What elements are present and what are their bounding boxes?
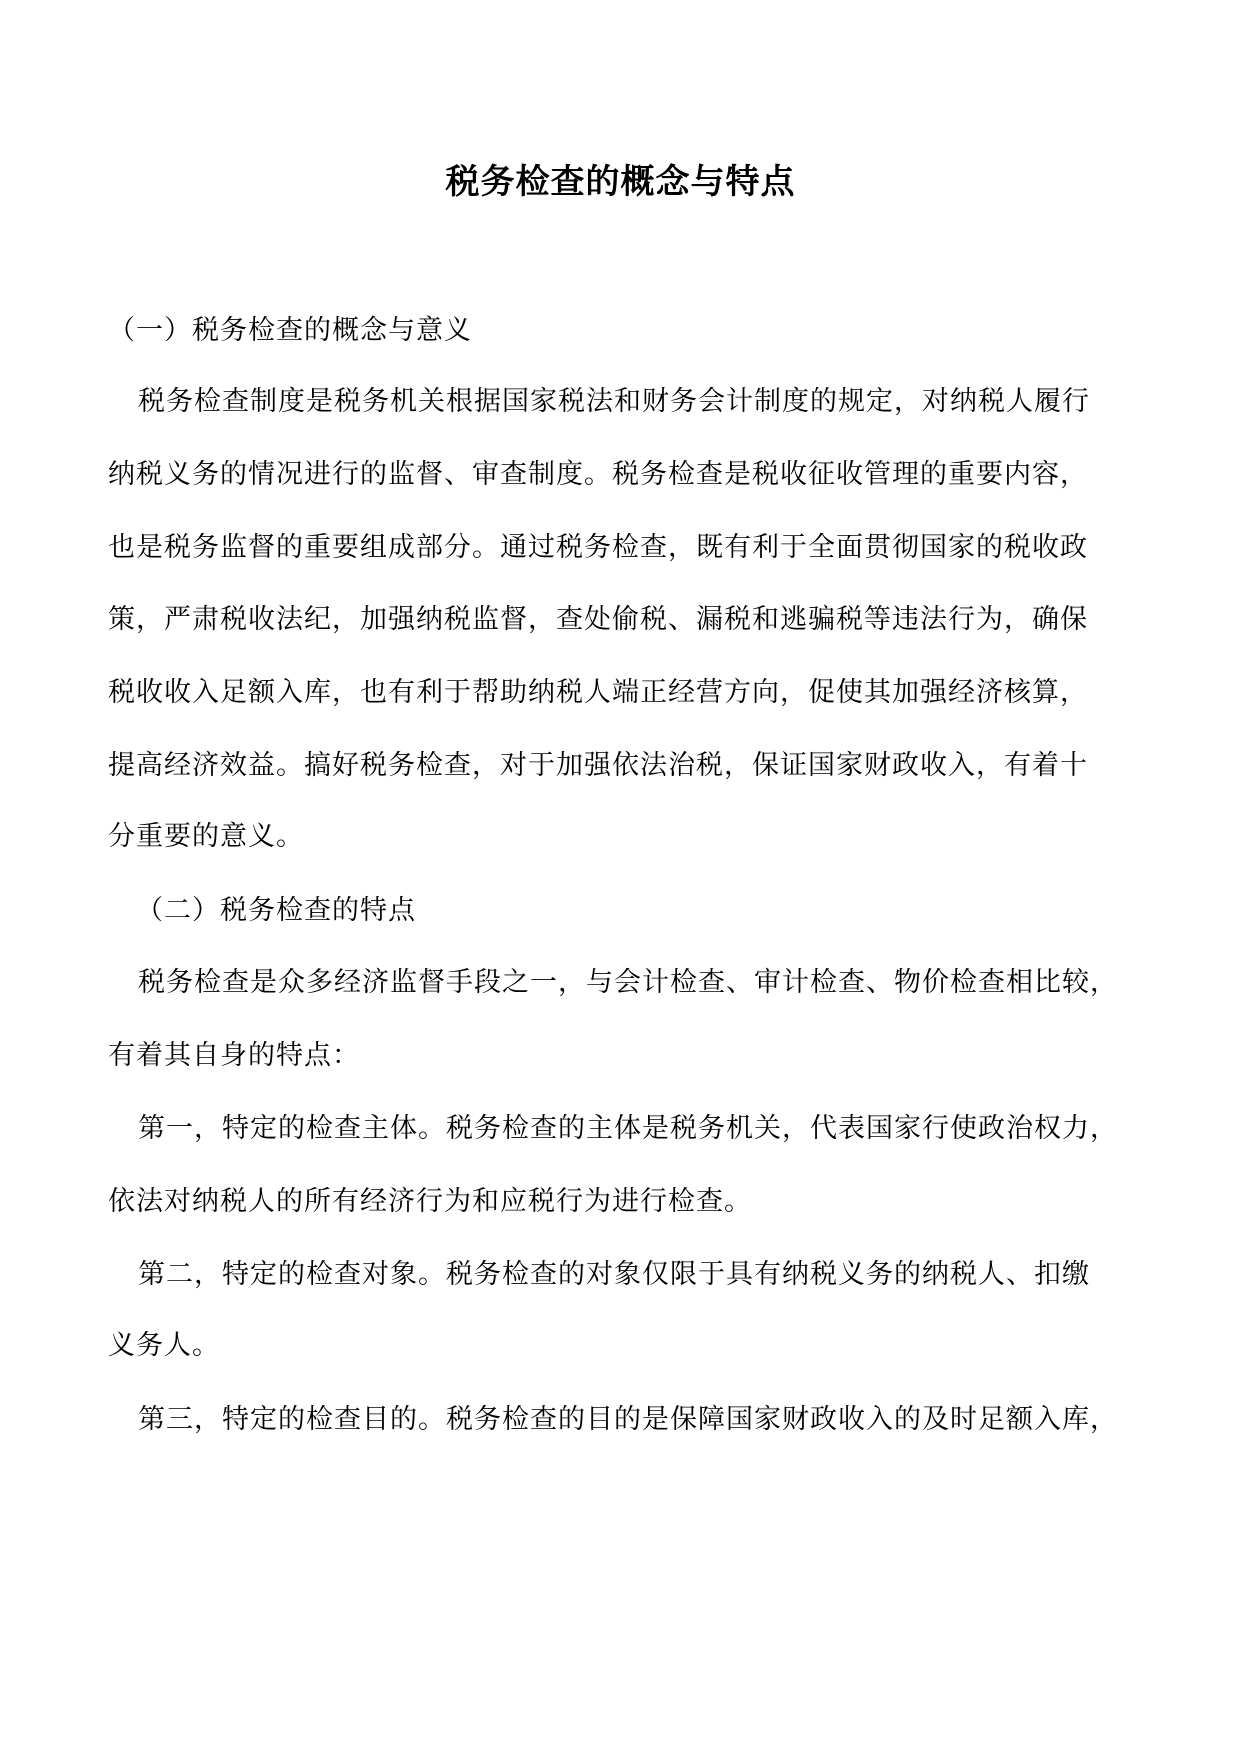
paragraph-line: 提高经济效益。搞好税务检查，对于加强依法治税，保证国家财政收入，有着十 bbox=[108, 750, 1088, 781]
paragraph-line: 税务检查制度是税务机关根据国家税法和财务会计制度的规定，对纳税人履行 bbox=[138, 386, 1090, 417]
paragraph-line: 税务检查是众多经济监督手段之一，与会计检查、审计检查、物价检查相比较， bbox=[138, 967, 1118, 998]
paragraph-line: 策，严肃税收法纪，加强纳税监督，查处偷税、漏税和逃骗税等违法行为，确保 bbox=[108, 604, 1088, 635]
paragraph-line: 义务人。 bbox=[108, 1330, 220, 1361]
paragraph-line: 分重要的意义。 bbox=[108, 821, 304, 852]
paragraph-line: 第二，特定的检查对象。税务检查的对象仅限于具有纳税义务的纳税人、扣缴 bbox=[138, 1259, 1090, 1290]
paragraph-line: 依法对纳税人的所有经济行为和应税行为进行检查。 bbox=[108, 1186, 752, 1217]
section-heading-2: （二）税务检查的特点 bbox=[136, 895, 416, 926]
paragraph-line: 也是税务监督的重要组成部分。通过税务检查，既有利于全面贯彻国家的税收政 bbox=[108, 532, 1088, 563]
paragraph-line: 第三，特定的检查目的。税务检查的目的是保障国家财政收入的及时足额入库， bbox=[138, 1404, 1118, 1435]
section-heading-1: （一）税务检查的概念与意义 bbox=[108, 315, 472, 346]
paragraph-line: 税收收入足额入库，也有利于帮助纳税人端正经营方向，促使其加强经济核算， bbox=[108, 677, 1088, 708]
document-title: 税务检查的概念与特点 bbox=[445, 162, 796, 202]
paragraph-line: 有着其自身的特点： bbox=[108, 1040, 360, 1071]
paragraph-line: 第一，特定的检查主体。税务检查的主体是税务机关，代表国家行使政治权力， bbox=[138, 1113, 1118, 1144]
paragraph-line: 纳税义务的情况进行的监督、审查制度。税务检查是税收征收管理的重要内容， bbox=[108, 459, 1088, 490]
